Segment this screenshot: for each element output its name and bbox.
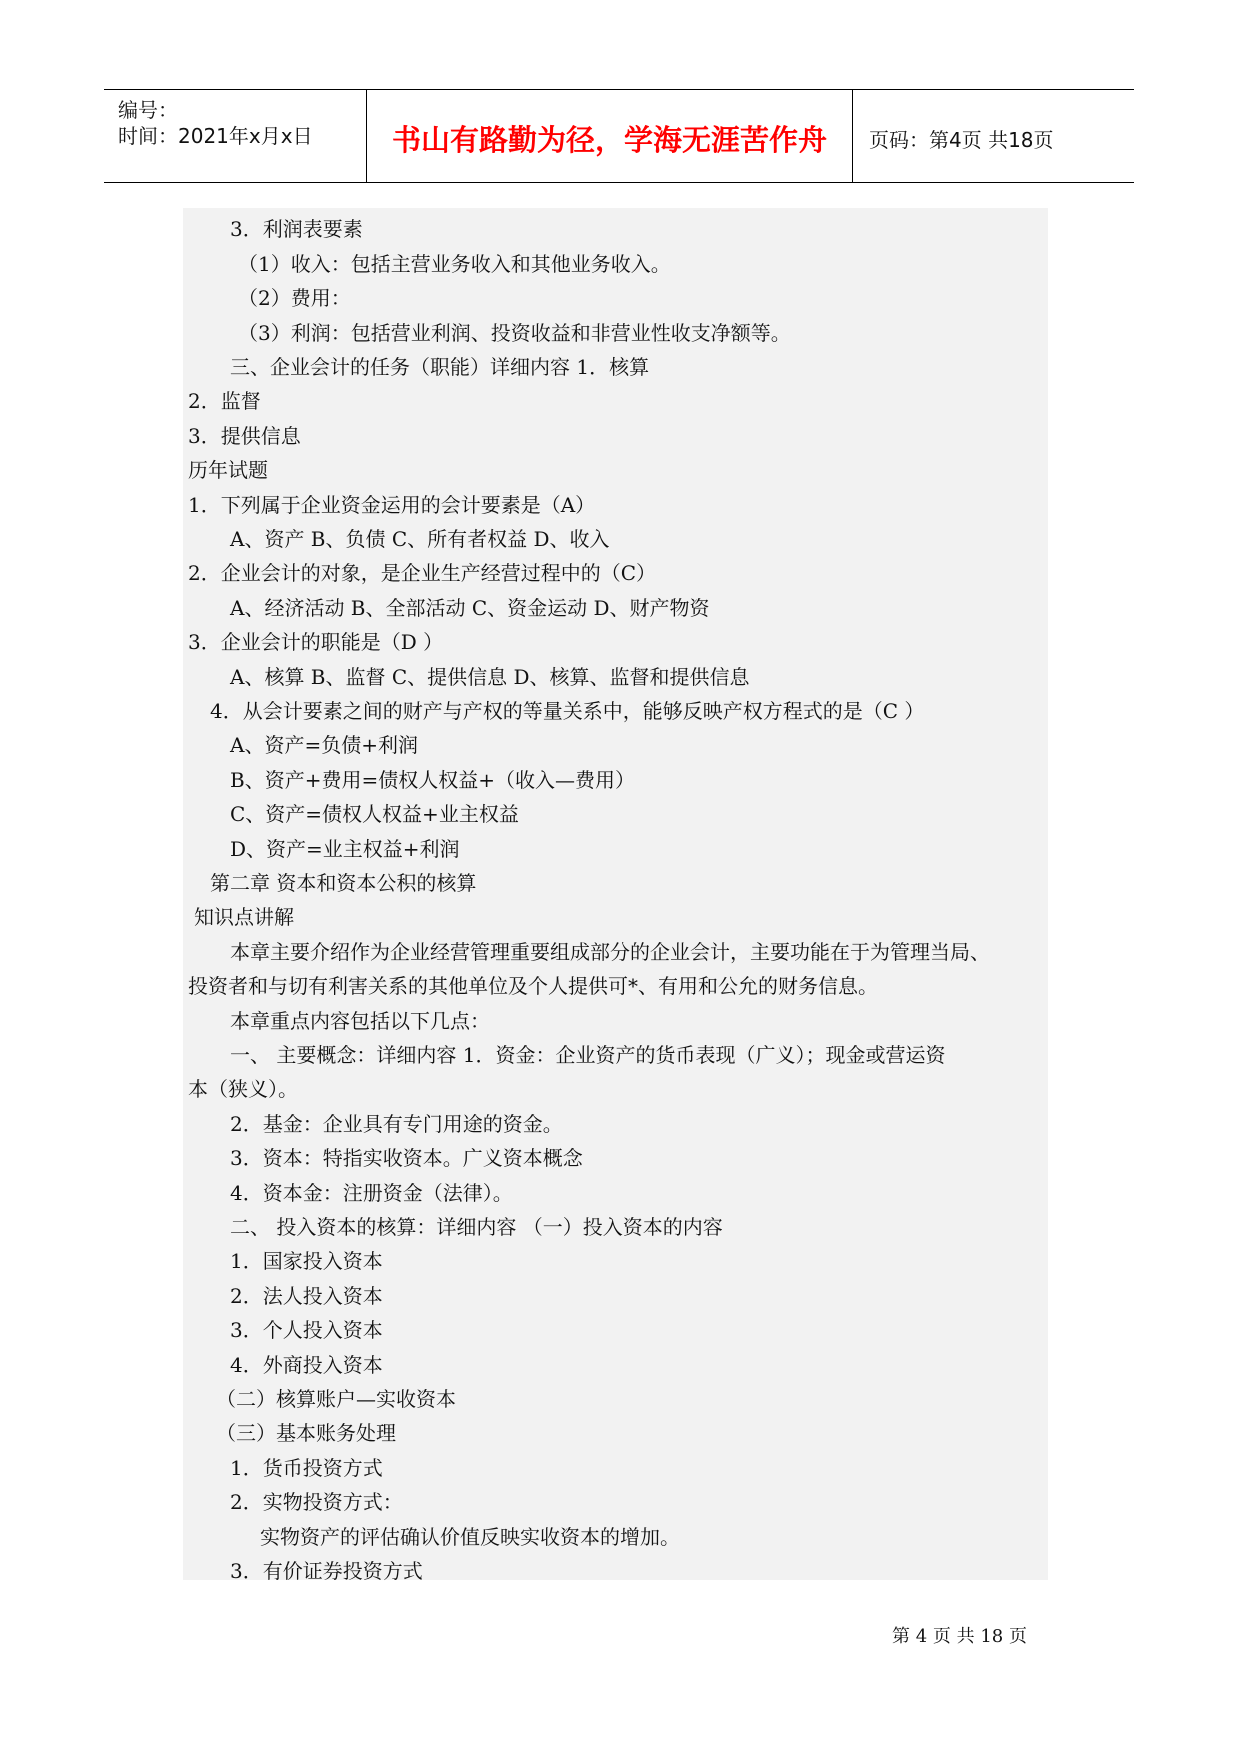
header-page-number: 页码：第4页 共18页 xyxy=(869,128,1054,152)
body-line: 3．有价证券投资方式 xyxy=(230,1559,423,1583)
body-line: A、经济活动 B、全部活动 C、资金运动 D、财产物资 xyxy=(230,596,710,620)
body-line: 2．监督 xyxy=(188,389,261,413)
body-line: 3．个人投入资本 xyxy=(230,1318,383,1342)
body-line: D、资产=业主权益+利润 xyxy=(230,837,460,861)
body-line: 3．企业会计的职能是（D ） xyxy=(188,630,444,654)
header-page-cell xyxy=(853,90,1134,182)
body-line: （2）费用： xyxy=(238,286,351,310)
body-line: 3．利润表要素 xyxy=(230,217,363,241)
chapter-title: 第二章 资本和资本公积的核算 xyxy=(210,871,477,895)
body-line: 三、企业会计的任务（职能）详细内容 1．核算 xyxy=(230,355,650,379)
page-header xyxy=(104,89,1134,183)
body-line: 1．国家投入资本 xyxy=(230,1249,383,1273)
body-line: B、资产+费用=债权人权益+（收入—费用） xyxy=(230,768,635,792)
header-meta-cell xyxy=(104,90,367,182)
body-line: 4．从会计要素之间的财产与产权的等量关系中，能够反映产权方程式的是（C ） xyxy=(210,699,925,723)
body-line: 3．提供信息 xyxy=(188,424,301,448)
body-line: 2．法人投入资本 xyxy=(230,1284,383,1308)
header-motto: 书山有路勤为径，学海无涯苦作舟 xyxy=(391,123,827,157)
body-line: C、资产=债权人权益+业主权益 xyxy=(230,802,519,826)
body-line: 3．资本：特指实收资本。广义资本概念 xyxy=(230,1146,583,1170)
body-line: （二）核算账户—实收资本 xyxy=(216,1387,456,1411)
body-line: 本（狭义）。 xyxy=(188,1077,298,1101)
section-heading: 知识点讲解 xyxy=(194,905,294,929)
body-line: A、资产 B、负债 C、所有者权益 D、收入 xyxy=(230,527,610,551)
body-line: A、核算 B、监督 C、提供信息 D、核算、监督和提供信息 xyxy=(230,665,750,689)
body-line: A、资产=负债+利润 xyxy=(230,733,418,757)
body-line: 一、 主要概念：详细内容 1．资金：企业资产的货币表现（广义）；现金或营运资 xyxy=(230,1043,946,1067)
body-line: 本章主要介绍作为企业经营管理重要组成部分的企业会计，主要功能在于为管理当局、 xyxy=(230,940,990,964)
body-line: 1．货币投资方式 xyxy=(230,1456,383,1480)
header-motto-cell xyxy=(367,90,853,182)
body-line: 2．实物投资方式： xyxy=(230,1490,403,1514)
body-line: 4．资本金：注册资金（法律）。 xyxy=(230,1181,513,1205)
body-line: 本章重点内容包括以下几点： xyxy=(230,1009,490,1033)
body-line: 4．外商投入资本 xyxy=(230,1353,383,1377)
document-time-label: 时间：2021年x月x日 xyxy=(118,124,313,148)
page-footer: 第 4 页 共 18 页 xyxy=(892,1626,1027,1647)
body-line: 2．企业会计的对象，是企业生产经营过程中的（C） xyxy=(188,561,657,585)
body-line: （三）基本账务处理 xyxy=(216,1421,396,1445)
body-line: 实物资产的评估确认价值反映实收资本的增加。 xyxy=(260,1525,680,1549)
body-line: 历年试题 xyxy=(188,458,268,482)
body-line: （3）利润：包括营业利润、投资收益和非营业性收支净额等。 xyxy=(238,321,791,345)
body-line: 二、 投入资本的核算：详细内容 （一）投入资本的内容 xyxy=(230,1215,723,1239)
document-number-label: 编号： xyxy=(118,98,178,122)
body-line: 1．下列属于企业资金运用的会计要素是（A） xyxy=(188,493,596,517)
body-line: 2．基金：企业具有专门用途的资金。 xyxy=(230,1112,563,1136)
body-line: （1）收入：包括主营业务收入和其他业务收入。 xyxy=(238,252,671,276)
body-line: 投资者和与切有利害关系的其他单位及个人提供可*、有用和公允的财务信息。 xyxy=(188,974,878,998)
